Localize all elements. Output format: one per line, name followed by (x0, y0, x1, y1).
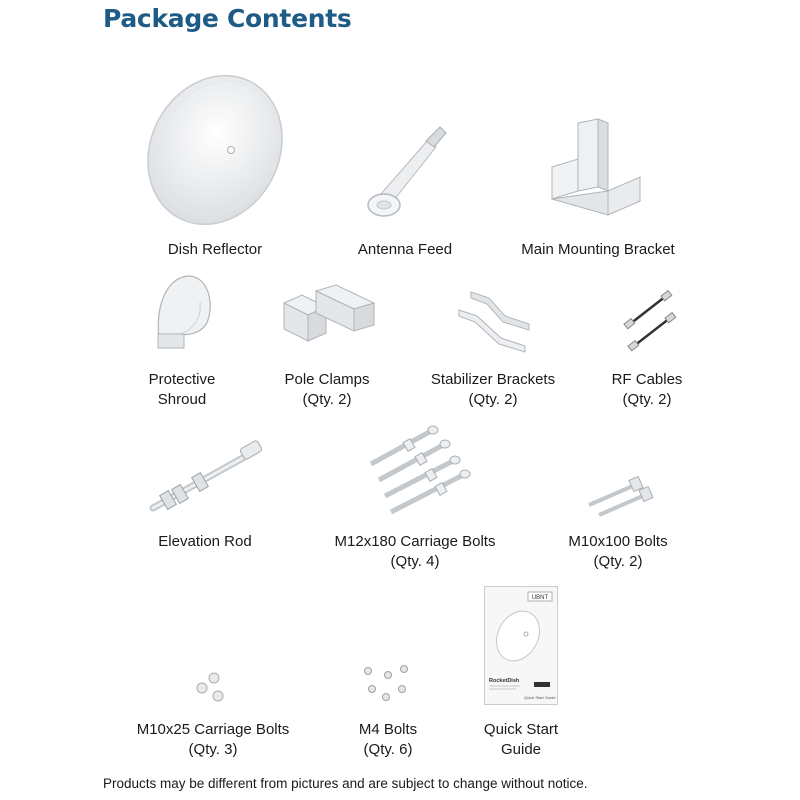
m12x180-carriage-bolts-label: M12x180 Carriage Bolts (334, 533, 496, 550)
m4-bolts-image (360, 663, 415, 705)
stabilizer-brackets-qty: (Qty. 2) (468, 391, 518, 408)
page-title: Package Contents (103, 4, 352, 33)
rf-cables-label: RF Cables (611, 371, 683, 388)
svg-text:UBNT: UBNT (531, 595, 549, 601)
m10x100-bolts-label: M10x100 Bolts (568, 533, 668, 550)
m10x100-bolts-qty: (Qty. 2) (593, 553, 643, 570)
rf-cables-qty: (Qty. 2) (622, 391, 672, 408)
quick-start-guide-label-line2: Guide (500, 741, 542, 758)
m10x100-bolts-image (585, 475, 655, 520)
disclaimer-footer: Products may be different from pictures and are subject to change without notice. (103, 776, 588, 791)
m12x180-carriage-bolts-image (365, 420, 475, 515)
guide-cover-subtitle: Quick Start Guide (524, 695, 556, 700)
pole-clamps-qty: (Qty. 2) (302, 391, 352, 408)
elevation-rod-label: Elevation Rod (158, 533, 252, 550)
stabilizer-brackets-label: Stabilizer Brackets (430, 371, 556, 388)
protective-shroud-label-line1: Protective (148, 371, 216, 388)
protective-shroud-image (150, 272, 215, 352)
quick-start-guide-label-line1: Quick Start (483, 721, 559, 738)
pole-clamps-label: Pole Clamps (284, 371, 370, 388)
elevation-rod-image (145, 440, 270, 520)
m12x180-carriage-bolts-qty: (Qty. 4) (390, 553, 440, 570)
stabilizer-brackets-image (455, 290, 535, 355)
quick-start-guide-image (484, 586, 559, 706)
m4-bolts-label: M4 Bolts (358, 721, 418, 738)
m4-bolts-qty: (Qty. 6) (363, 741, 413, 758)
m10x25-carriage-bolts-qty: (Qty. 3) (188, 741, 238, 758)
main-mounting-bracket-image (548, 115, 648, 230)
main-mounting-bracket-label: Main Mounting Bracket (521, 241, 675, 258)
rf-cables-image (620, 290, 680, 355)
m10x25-carriage-bolts-image (192, 670, 232, 705)
pole-clamps-image (280, 285, 380, 345)
dish-reflector-label: Dish Reflector (167, 241, 263, 258)
antenna-feed-label: Antenna Feed (357, 241, 453, 258)
m10x25-carriage-bolts-label: M10x25 Carriage Bolts (136, 721, 290, 738)
antenna-feed-image (360, 125, 460, 225)
ubnt-logo (528, 592, 552, 601)
protective-shroud-label-line2: Shroud (157, 391, 207, 408)
dish-reflector-image (145, 70, 285, 230)
guide-product-name: RocketDish (489, 678, 520, 684)
